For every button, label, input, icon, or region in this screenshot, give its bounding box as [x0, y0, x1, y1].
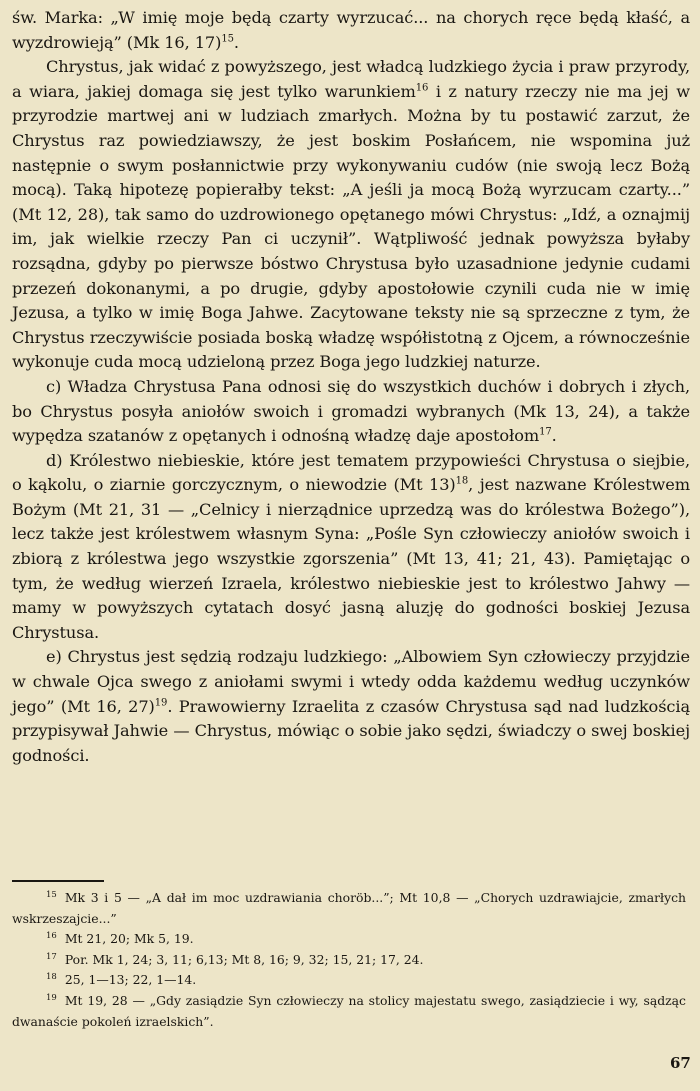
text-run: i z natury rzeczy nie ma jej w przyrodzie martwej ani w ludziach zmarłych. Można by tu postawić zarzut, że Chrystus raz powiedziawszy, że jest boskim Posłańcem, nie wspomina już następnie o swym posłannictwie przy wykonywaniu cudów (nie swoją lecz Bożą mocą). Taką hipotezę popierałby tekst: „A jeśli ja mocą Bożą wyrzucam czarty...” (Mt 12, 28), tak samo do uzdrowionego opętanego mówi Chrystus: „Idź, a oznajmij im, jak wielkie rzeczy Pan ci uczynił”. Wątpliwość jednak powyższa byłaby rozsądna, gdyby po pierwsze bóstwo Chrystusa było uzasadnione jedynie cudami przezeń dokonanymi, a po drugie, gdyby apostołowie czynili cuda nie w imię Jezusa, a tylko w imię Boga Jahwe. Zacytowane teksty nie są sprzeczne z tym, że Chrystus rzeczywiście posiada boską władzę współistotną z Ojcem, a równocześnie wykonuje cuda mocą udzieloną przez Boga jego ludzkiej naturze.: [12, 81, 690, 372]
text-run: d) Królestwo niebieskie, które jest tematem przypowieści Chrystusa o siejbie, o kąkolu, o ziarnie gorczycznym, o niewodzie (Mt 13): [12, 450, 690, 495]
text-run: , jest nazwane Królestwem Bożym (Mt 21, 31 — „Celnicy i nierządnice uprzedzą was do królestwa Bożego”), lecz także jest królestwem własnym Syna: „Pośle Syn człowieczy aniołów swoich i zbiorą z królestwa jego wszystkie zgorszenia” (Mt 13, 41; 21, 43). Pamiętając o tym, że według wierzeń Izraela, królestwo niebieskie jest to królestwo Jahwy — mamy w powyższych cytatach dosyć jasną aluzję do godności boskiej Jezusa Chrystusa.: [12, 475, 690, 642]
text-run: .: [233, 32, 239, 52]
text-run: . Prawowierny Izraelita z czasów Chrystusa sąd nad ludzkością przypisywał Jahwie — Chrystus, mówiąc o sobie jako sędzi, świadczy o swej boskiej godności.: [12, 696, 690, 765]
paragraph: [12, 6, 690, 55]
text-run: c) Władza Chrystusa Pana odnosi się do wszystkich duchów i dobrych i złych, bo Chrystus posyła aniołów swoich i gromadzi wybranych (Mk 13, 24), a także wypędza szatanów z opętanych i odnośną władzę daje apostołom: [12, 376, 690, 446]
body-text: [12, 6, 690, 768]
paragraph: [12, 55, 690, 375]
footnote-text: Mk 3 i 5 — „A dał im moc uzdrawiania choröb...”; Mt 10,8 — „Chorych uzdrawiajcie, zmarłych wskrzeszajcie...”: [12, 890, 686, 926]
text-run: .: [551, 426, 557, 446]
footnote-reference: 18: [455, 475, 469, 487]
footnotes: [12, 888, 686, 1032]
footnote-text: Mt 19, 28 — „Gdy zasiądzie Syn człowieczy na stolicy majestatu swego, zasiądziecie i wy, sądząc dwanaście pokoleń izraelskich”.: [12, 992, 686, 1029]
footnote-text: 25, 1—13; 22, 1—14.: [64, 972, 197, 988]
footnote-reference: 19: [154, 697, 168, 709]
footnote-reference: 16: [415, 82, 429, 94]
footnote: [12, 991, 686, 1032]
footnote-text: Por. Mk 1, 24; 3, 11; 6,13; Mt 8, 16; 9, 32; 15, 21; 17, 24.: [64, 951, 424, 967]
paragraph: [12, 375, 690, 449]
footnote-number: 18: [46, 972, 57, 983]
footnote-number: 16: [46, 931, 57, 942]
footnote: [12, 970, 686, 991]
footnote-text: Mt 21, 20; Mk 5, 19.: [64, 931, 194, 947]
footnote: [12, 950, 686, 971]
footnote-reference: 17: [539, 426, 552, 438]
text-run: św. Marka: „W imię moje będą czarty wyrzucać... na chorych ręce będą kłaść, a wyzdrowieją” (Mk 16, 17): [12, 8, 690, 52]
text-run: Chrystus, jak widać z powyższego, jest władcą ludzkiego życia i praw przyrody, a wiara, jakiej domaga się jest tylko warunkiem: [12, 57, 690, 101]
footnote: [12, 929, 686, 950]
paragraph: [12, 645, 690, 768]
footnote-reference: 15: [221, 33, 234, 45]
page-number: 67: [670, 1054, 691, 1072]
footnote-number: 15: [46, 889, 57, 900]
footnote-number: 19: [46, 992, 57, 1003]
footnote-divider: [12, 880, 104, 882]
footnote: [12, 888, 686, 929]
text-run: e) Chrystus jest sędzią rodzaju ludzkiego: „Albowiem Syn człowieczy przyjdzie w chwale Ojca swego z aniołami swymi i wtedy odda każdemu według uczynków jego” (Mt 16, 27): [12, 647, 690, 716]
footnote-number: 17: [46, 951, 57, 962]
paragraph: [12, 449, 690, 646]
